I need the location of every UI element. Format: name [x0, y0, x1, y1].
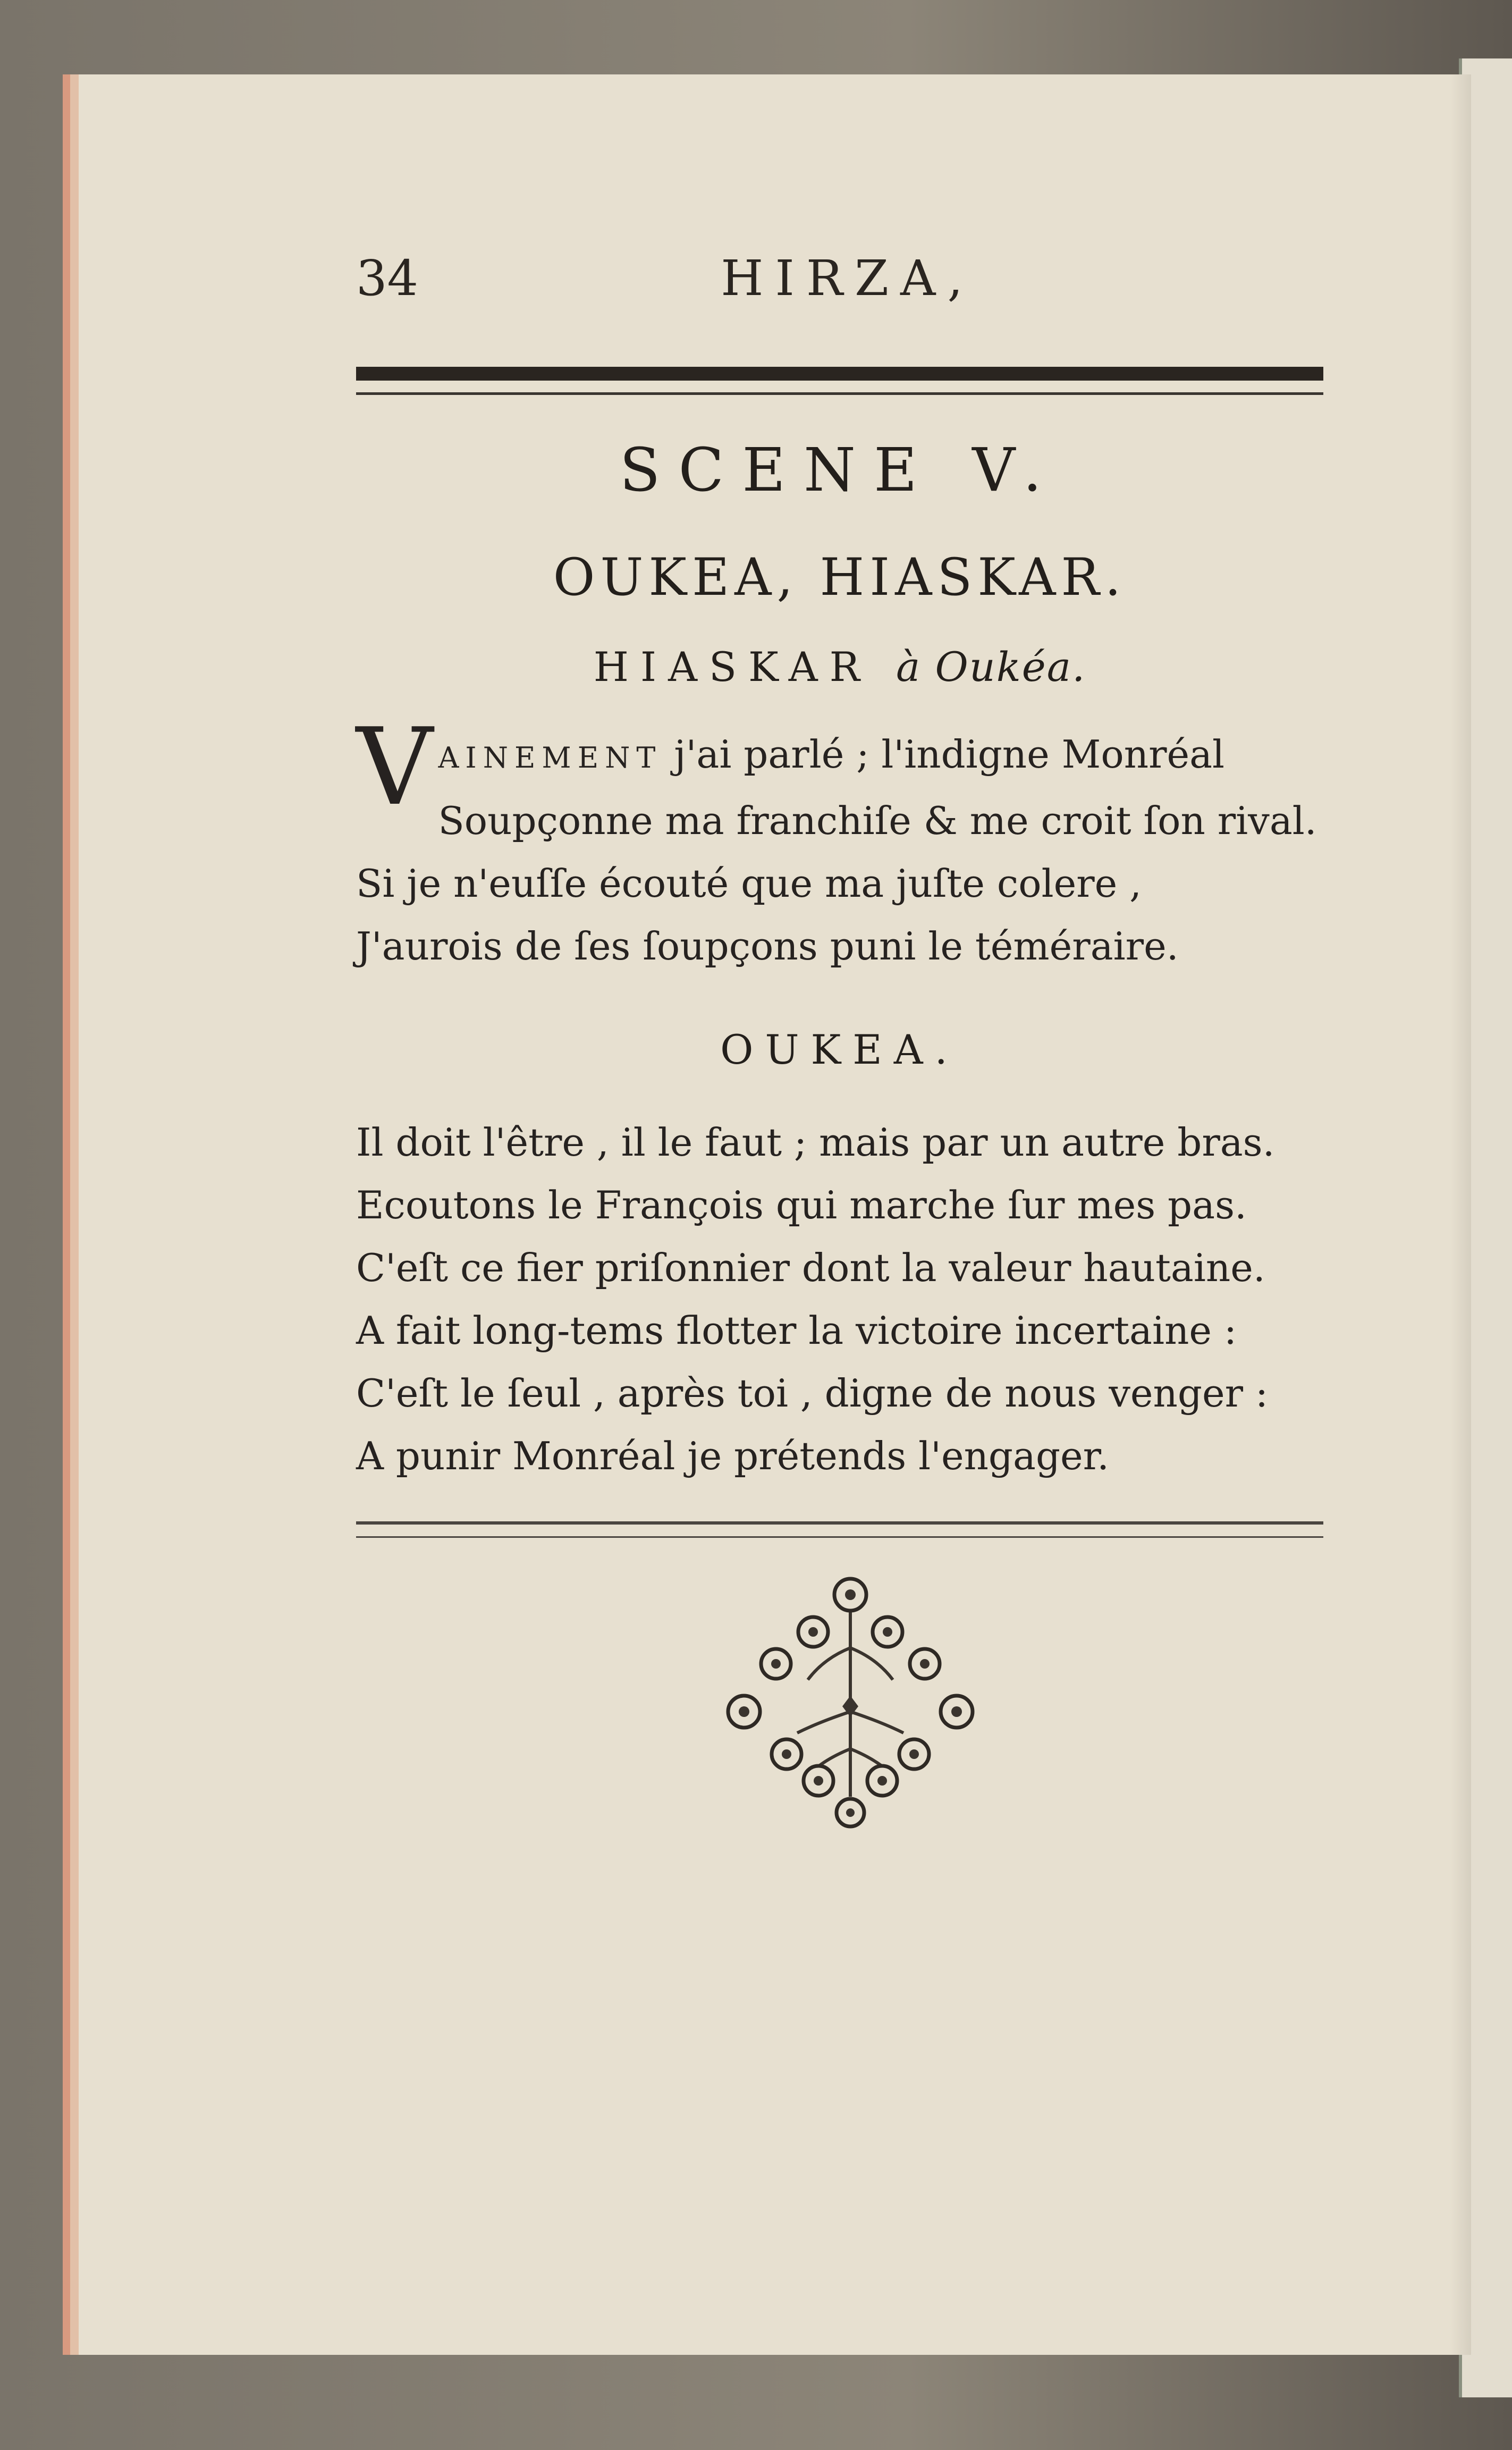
stage-direction: à Oukéa.: [896, 643, 1086, 691]
end-rule: [356, 1521, 1323, 1525]
scene-title: SCENE V.: [619, 436, 1060, 505]
verse-line: Soupçonne ma franchiſe & me croit ſon rival.: [438, 798, 1317, 843]
speech-oukea: [356, 1111, 1334, 1487]
verse-line: C'eſt le ſeul , après toi , digne de nous venger :: [356, 1371, 1269, 1416]
verse-line: Si je n'euſſe écouté que ma juſte colere ,: [356, 861, 1142, 906]
speaker-oukea: OUKEA.: [720, 1026, 959, 1073]
verse-line: C'eſt ce fier priſonnier dont la valeur hautaine.: [356, 1245, 1265, 1290]
speech-hiaskar: [356, 705, 1334, 978]
first-word-smallcaps: AINEMENT: [438, 741, 662, 774]
drop-capital: V: [356, 705, 433, 829]
page-number: 34: [356, 250, 419, 307]
end-rule-thin: [356, 1536, 1323, 1538]
header-rule-thick: [356, 367, 1323, 381]
verse-line: A punir Monréal je prétends l'engager.: [356, 1434, 1110, 1478]
scene-characters: OUKEA, HIASKAR.: [553, 548, 1127, 607]
page-header: [356, 250, 1339, 314]
verse-line: Il doit l'être , il le faut ; mais par un autre bras.: [356, 1120, 1275, 1165]
verse-line: Ecoutons le François qui marche ſur mes pas.: [356, 1183, 1247, 1227]
speaker-name: HIASKAR: [593, 643, 872, 691]
fleuron-ornament: [702, 1573, 999, 1829]
verse-line: A fait long-tems flotter la victoire incertaine :: [356, 1308, 1237, 1353]
verse-line: VAINEMENT j'ai parlé ; l'indigne Monréal: [356, 705, 1225, 829]
speaker-hiaskar: [356, 643, 1323, 691]
running-title: HIRZA,: [721, 250, 975, 307]
header-rule-thin: [356, 392, 1323, 395]
verse-line: J'aurois de ſes ſoupçons puni le téméraire.: [356, 924, 1179, 969]
